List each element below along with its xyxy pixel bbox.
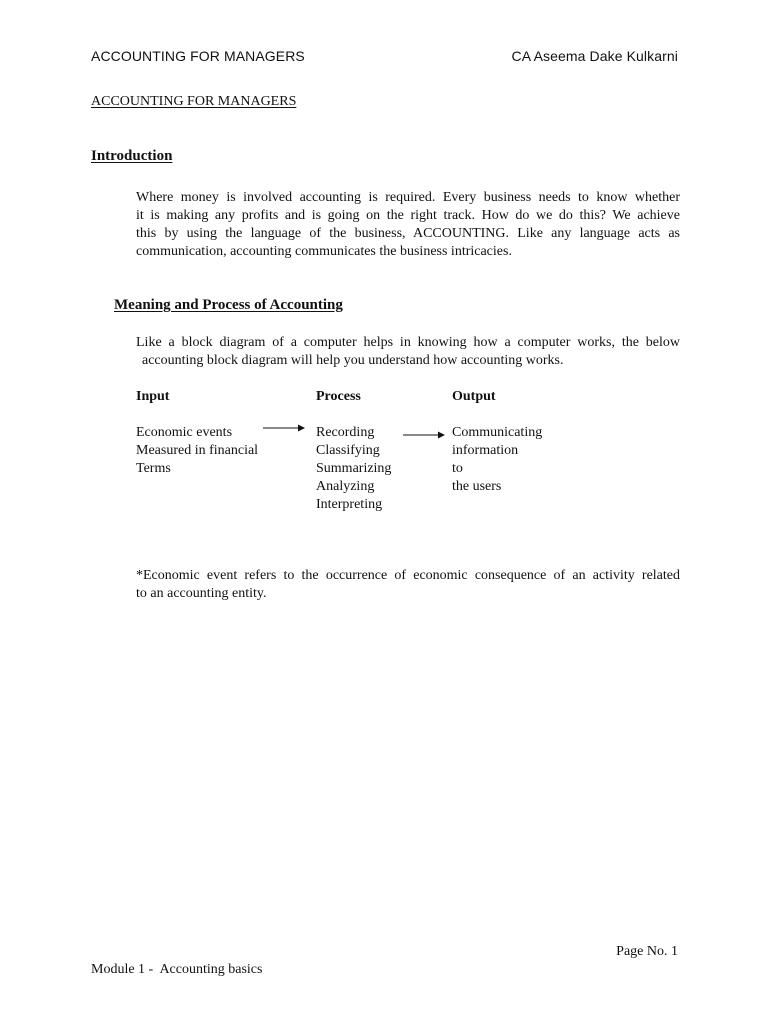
intro-line: it is making any profits and is going on the right track. How do we do this? We achieve — [136, 208, 680, 223]
process-item: Classifying — [316, 443, 380, 458]
header-left: ACCOUNTING FOR MANAGERS — [91, 48, 305, 64]
input-column — [136, 388, 258, 478]
footer-module: Module 1 - Accounting basics — [91, 962, 263, 977]
note-line: *Economic event refers to the occurrence of economic consequence of an activity related — [136, 568, 680, 583]
economic-event-note — [136, 567, 680, 603]
process-heading: Process — [316, 389, 361, 404]
intro-line: this by using the language of the business, ACCOUNTING. Like any language acts as — [136, 226, 680, 241]
meaning-line: Like a block diagram of a computer helps in knowing how a computer works, the below — [136, 335, 680, 350]
process-item: Analyzing — [316, 479, 375, 494]
output-item: information — [452, 443, 519, 458]
output-column — [452, 388, 542, 496]
input-item: Measured in financial — [136, 443, 259, 458]
page-number: Page No. 1 — [616, 944, 678, 959]
input-item: Terms — [136, 461, 171, 476]
input-heading: Input — [136, 389, 170, 404]
intro-line: communication, accounting communicates the business intricacies. — [136, 244, 512, 259]
meaning-heading: Meaning and Process of Accounting — [114, 297, 343, 313]
meaning-paragraph — [136, 334, 680, 370]
introduction-paragraph — [136, 189, 680, 261]
output-item: to — [452, 461, 463, 476]
input-item: Economic events — [136, 425, 233, 440]
process-column — [316, 388, 391, 514]
output-item: the users — [452, 479, 502, 494]
process-item: Recording — [316, 425, 375, 440]
output-item: Communicating — [452, 425, 543, 440]
document-title: ACCOUNTING FOR MANAGERS — [91, 94, 297, 109]
output-heading: Output — [452, 389, 496, 404]
process-item: Interpreting — [316, 497, 383, 512]
note-line: to an accounting entity. — [136, 586, 267, 601]
header-right: CA Aseema Dake Kulkarni — [511, 48, 678, 64]
input-to-process-arrow — [262, 422, 306, 434]
process-to-output-arrow — [402, 429, 446, 441]
introduction-heading: Introduction — [91, 148, 173, 164]
meaning-line: accounting block diagram will help you understand how accounting works. — [142, 353, 564, 368]
intro-line: Where money is involved accounting is required. Every business needs to know whether — [136, 190, 680, 205]
process-item: Summarizing — [316, 461, 392, 476]
